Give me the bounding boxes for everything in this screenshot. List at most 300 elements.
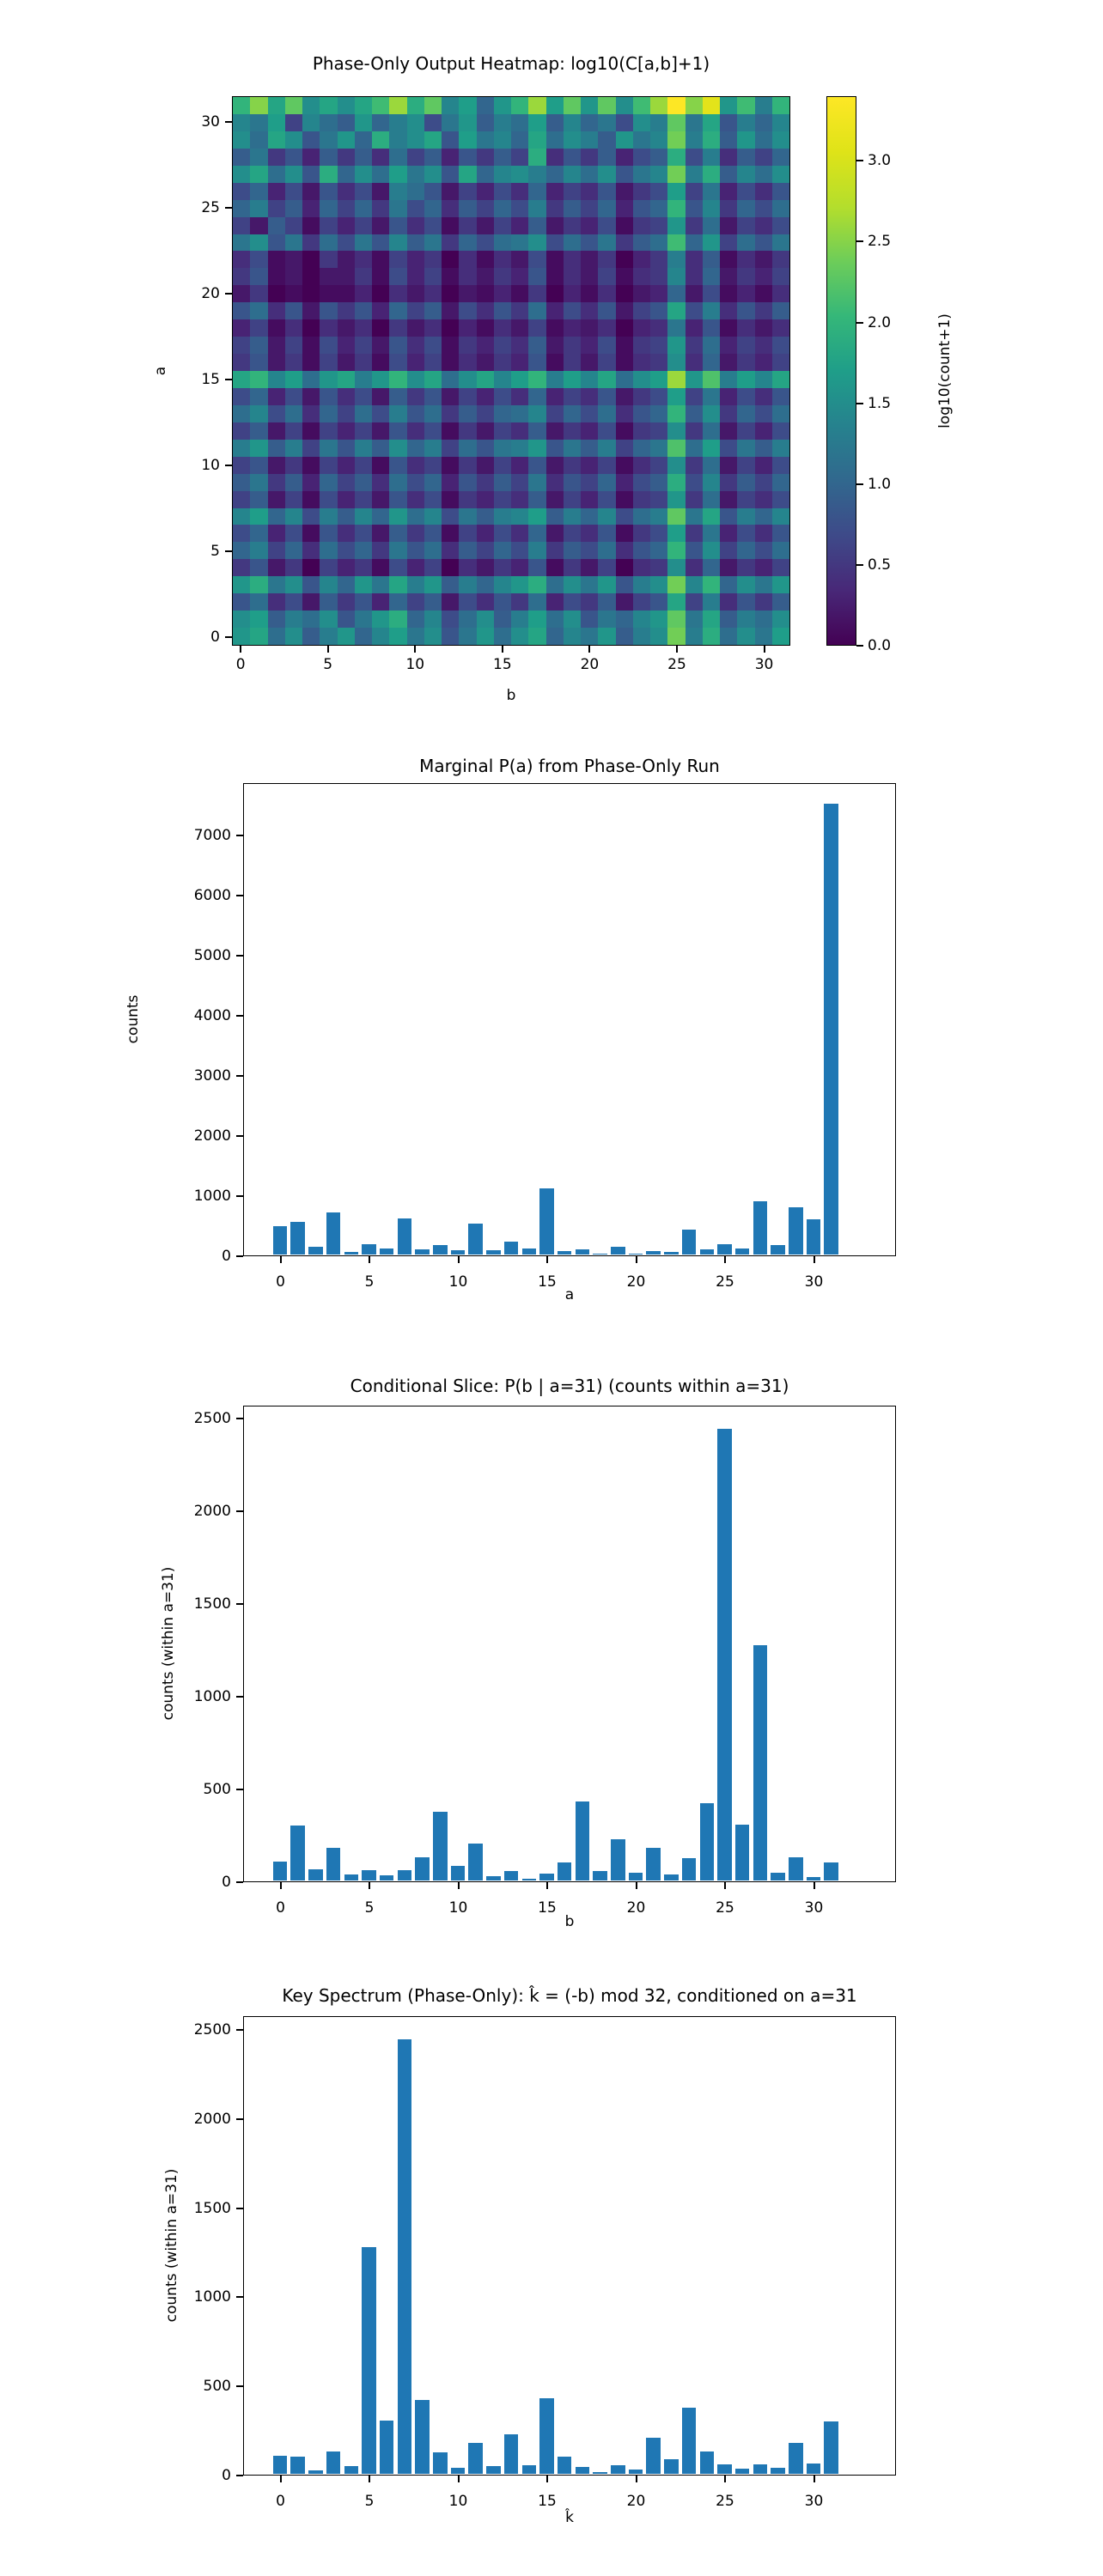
heatmap-cell: [424, 97, 442, 114]
bar: [789, 2443, 803, 2474]
heatmap-cell: [737, 611, 754, 628]
heatmap-cell: [338, 166, 355, 183]
heatmap-cell: [233, 611, 250, 628]
heatmap-cell: [372, 371, 389, 388]
heatmap-cell: [546, 131, 564, 149]
heatmap-cell: [581, 285, 598, 302]
heatmap-cell: [633, 508, 650, 526]
heatmap-cell: [581, 354, 598, 371]
heatmap-cell: [650, 422, 667, 440]
x-tick-label: 25: [716, 1899, 734, 1917]
heatmap-cell: [598, 268, 615, 285]
heatmap-cell: [233, 405, 250, 422]
heatmap-cell: [528, 319, 545, 337]
heatmap-cell: [459, 422, 476, 440]
heatmap-cell: [477, 251, 494, 268]
heatmap-cell: [407, 97, 424, 114]
heatmap-cell: [355, 217, 372, 234]
heatmap-cell: [564, 508, 581, 526]
x-tick-mark: [458, 2476, 460, 2482]
heatmap-cell: [494, 217, 511, 234]
heatmap-cell: [755, 234, 772, 252]
heatmap-cell: [320, 559, 337, 576]
heatmap-cell: [459, 217, 476, 234]
heatmap-cell: [633, 405, 650, 422]
heatmap-cell: [546, 234, 564, 252]
heatmap-cell: [528, 371, 545, 388]
bar: [539, 1874, 554, 1880]
heatmap-cell: [285, 166, 302, 183]
bar: [789, 1857, 803, 1880]
heatmap-cell: [564, 405, 581, 422]
heatmap-cell: [616, 337, 633, 354]
heatmap-cell: [320, 200, 337, 217]
heatmap-cell: [268, 114, 285, 131]
heatmap-cell: [581, 302, 598, 319]
heatmap-cell: [737, 388, 754, 405]
heatmap-cell: [477, 131, 494, 149]
heatmap-y-tick-label: 5: [210, 543, 220, 560]
heatmap-cell: [720, 611, 737, 628]
heatmap-cell: [477, 183, 494, 200]
heatmap-cell: [686, 628, 703, 645]
heatmap-cell: [477, 302, 494, 319]
heatmap-cell: [598, 371, 615, 388]
y-tick-mark: [236, 895, 243, 896]
heatmap-cell: [528, 251, 545, 268]
heatmap-cell: [598, 166, 615, 183]
y-tick-mark: [236, 1195, 243, 1197]
colorbar-tick-mark: [856, 645, 863, 647]
heatmap-cell: [667, 474, 685, 491]
heatmap-cell: [511, 542, 528, 559]
heatmap-cell: [686, 319, 703, 337]
heatmap-cell: [720, 166, 737, 183]
heatmap-cell: [494, 388, 511, 405]
heatmap-cell: [494, 234, 511, 252]
heatmap-cell: [564, 388, 581, 405]
heatmap-cell: [442, 251, 459, 268]
heatmap-cell: [720, 114, 737, 131]
heatmap-cell: [564, 611, 581, 628]
heatmap-cell: [372, 302, 389, 319]
bar: [558, 1251, 572, 1255]
heatmap-cell: [546, 251, 564, 268]
heatmap-cell: [633, 611, 650, 628]
bar: [380, 1875, 394, 1880]
heatmap-x-tick-label: 20: [580, 656, 600, 673]
heatmap-cell: [285, 149, 302, 166]
heatmap-cell: [703, 354, 720, 371]
heatmap-cell: [686, 337, 703, 354]
heatmap-cell: [459, 114, 476, 131]
heatmap-cell: [616, 457, 633, 474]
heatmap-cell: [233, 422, 250, 440]
bar: [308, 2470, 323, 2474]
heatmap-cell: [389, 576, 406, 593]
heatmap-cell: [424, 593, 442, 611]
heatmap-cell: [528, 628, 545, 645]
heatmap-cell: [703, 388, 720, 405]
heatmap-cell: [233, 97, 250, 114]
heatmap-cell: [250, 166, 267, 183]
heatmap-cell: [268, 285, 285, 302]
heatmap-plot-area: [232, 96, 790, 646]
heatmap-cell: [633, 542, 650, 559]
heatmap-cell: [546, 337, 564, 354]
heatmap-cell: [581, 491, 598, 508]
heatmap-cell: [667, 628, 685, 645]
heatmap-cell: [302, 593, 320, 611]
heatmap-cell: [268, 542, 285, 559]
heatmap-cell: [686, 371, 703, 388]
heatmap-cell: [338, 422, 355, 440]
heatmap-cell: [233, 200, 250, 217]
heatmap-cell: [477, 628, 494, 645]
heatmap-cell: [772, 593, 789, 611]
heatmap-cell: [667, 97, 685, 114]
bar: [700, 1249, 715, 1255]
heatmap-cell: [598, 251, 615, 268]
heatmap-cell: [250, 149, 267, 166]
heatmap-cell: [442, 183, 459, 200]
bar: [664, 1874, 679, 1880]
heatmap-cell: [511, 405, 528, 422]
heatmap-cell: [703, 440, 720, 457]
heatmap-cell: [424, 354, 442, 371]
heatmap-y-tick-mark: [225, 379, 232, 380]
y-tick-mark: [236, 1603, 243, 1605]
heatmap-cell: [268, 457, 285, 474]
heatmap-cell: [355, 149, 372, 166]
heatmap-cell: [424, 166, 442, 183]
heatmap-cell: [389, 149, 406, 166]
bar: [735, 2469, 750, 2474]
heatmap-cell: [407, 302, 424, 319]
heatmap-cell: [338, 302, 355, 319]
heatmap-cell: [477, 422, 494, 440]
heatmap-cell: [598, 422, 615, 440]
heatmap-cell: [477, 559, 494, 576]
heatmap-cell: [459, 97, 476, 114]
heatmap-cell: [633, 474, 650, 491]
bar: [486, 2466, 501, 2474]
heatmap-cell: [616, 302, 633, 319]
heatmap-cell: [703, 234, 720, 252]
y-tick-label: 1000: [193, 2288, 231, 2306]
heatmap-cell: [667, 200, 685, 217]
heatmap-cell: [686, 302, 703, 319]
heatmap-cell: [442, 405, 459, 422]
y-tick-mark: [236, 1510, 243, 1512]
heatmap-cell: [424, 628, 442, 645]
heatmap-cell: [633, 576, 650, 593]
heatmap-cell: [268, 440, 285, 457]
heatmap-cell: [477, 611, 494, 628]
heatmap-cell: [477, 234, 494, 252]
heatmap-cell: [268, 422, 285, 440]
heatmap-cell: [407, 234, 424, 252]
x-tick-label: 15: [538, 1899, 557, 1917]
heatmap-cell: [338, 183, 355, 200]
y-tick-label: 500: [203, 1780, 231, 1798]
heatmap-cell: [407, 457, 424, 474]
heatmap-cell: [389, 593, 406, 611]
heatmap-cell: [389, 166, 406, 183]
heatmap-cell: [772, 200, 789, 217]
heatmap-cell: [459, 131, 476, 149]
heatmap-cell: [546, 200, 564, 217]
heatmap-cell: [372, 285, 389, 302]
heatmap-cell: [355, 611, 372, 628]
heatmap-cell: [581, 576, 598, 593]
heatmap-cell: [686, 131, 703, 149]
heatmap-cell: [494, 251, 511, 268]
bar: [576, 1249, 590, 1255]
heatmap-cell: [564, 422, 581, 440]
heatmap-cell: [667, 559, 685, 576]
heatmap-cell: [442, 234, 459, 252]
x-tick-mark: [280, 1882, 282, 1889]
bar: [735, 1249, 750, 1255]
x-tick-mark: [636, 2476, 637, 2482]
heatmap-cell: [372, 405, 389, 422]
heatmap-cell: [772, 268, 789, 285]
heatmap-cell: [511, 114, 528, 131]
heatmap-cell: [528, 525, 545, 542]
heatmap-cell: [459, 491, 476, 508]
x-tick-label: 10: [448, 2493, 468, 2510]
heatmap-cell: [302, 234, 320, 252]
heatmap-x-tick-mark: [327, 646, 329, 653]
heatmap-cell: [564, 97, 581, 114]
heatmap-cell: [389, 97, 406, 114]
heatmap-cell: [389, 457, 406, 474]
heatmap-cell: [737, 183, 754, 200]
heatmap-cell: [686, 251, 703, 268]
heatmap-cell: [598, 388, 615, 405]
bar: [664, 2459, 679, 2474]
heatmap-cell: [338, 200, 355, 217]
heatmap-cell: [772, 131, 789, 149]
x-tick-mark: [280, 2476, 282, 2482]
bar: [522, 1879, 537, 1880]
heatmap-cell: [528, 576, 545, 593]
heatmap-cell: [459, 319, 476, 337]
heatmap-y-tick-mark: [225, 465, 232, 466]
heatmap-cell: [302, 302, 320, 319]
heatmap-cell: [285, 234, 302, 252]
heatmap-cell: [250, 576, 267, 593]
heatmap-cell: [667, 285, 685, 302]
bar: [646, 2438, 661, 2474]
heatmap-cell: [564, 440, 581, 457]
x-tick-mark: [636, 1256, 637, 1263]
heatmap-cell: [233, 183, 250, 200]
heatmap-cell: [407, 440, 424, 457]
heatmap-cell: [772, 251, 789, 268]
heatmap-cell: [511, 457, 528, 474]
heatmap-cell: [477, 440, 494, 457]
heatmap-cell: [233, 457, 250, 474]
heatmap-cell: [372, 388, 389, 405]
heatmap-cell: [494, 166, 511, 183]
heatmap-cell: [667, 354, 685, 371]
colorbar-tick-label: 3.0: [868, 152, 892, 170]
colorbar-label: log10(count+1): [936, 313, 954, 428]
heatmap-cell: [320, 149, 337, 166]
heatmap-cell: [407, 388, 424, 405]
y-tick-label: 0: [222, 1248, 231, 1265]
heatmap-cell: [564, 319, 581, 337]
heatmap-cell: [703, 319, 720, 337]
heatmap-cell: [528, 149, 545, 166]
heatmap-x-tick-mark: [676, 646, 678, 653]
bar: [682, 1858, 697, 1880]
heatmap-cell: [424, 440, 442, 457]
heatmap-cell: [686, 474, 703, 491]
heatmap-cell: [355, 337, 372, 354]
heatmap-cell: [389, 388, 406, 405]
bar: [771, 2468, 785, 2474]
heatmap-cell: [320, 131, 337, 149]
heatmap-cell: [285, 576, 302, 593]
heatmap-cell: [285, 97, 302, 114]
heatmap-cell: [320, 166, 337, 183]
y-tick-mark: [236, 2296, 243, 2298]
colorbar-tick-mark: [856, 483, 863, 485]
heatmap-cell: [616, 542, 633, 559]
bar: [700, 2451, 715, 2474]
heatmap-cell: [650, 285, 667, 302]
heatmap-cell: [285, 217, 302, 234]
heatmap-cell: [755, 285, 772, 302]
heatmap-cell: [650, 268, 667, 285]
heatmap-cell: [268, 131, 285, 149]
heatmap-cell: [650, 508, 667, 526]
y-tick-label: 5000: [193, 946, 231, 964]
heatmap-cell: [320, 337, 337, 354]
heatmap-cell: [737, 354, 754, 371]
heatmap-cell: [233, 166, 250, 183]
heatmap-cell: [407, 251, 424, 268]
heatmap-cell: [633, 388, 650, 405]
heatmap-cell: [755, 183, 772, 200]
heatmap-cell: [285, 628, 302, 645]
heatmap-cell: [546, 166, 564, 183]
heatmap-cell: [285, 268, 302, 285]
heatmap-cell: [581, 251, 598, 268]
heatmap-cell: [616, 285, 633, 302]
heatmap-x-tick-label: 25: [667, 656, 686, 673]
heatmap-cell: [407, 200, 424, 217]
heatmap-cell: [407, 508, 424, 526]
heatmap-cell: [772, 422, 789, 440]
heatmap-cell: [686, 234, 703, 252]
x-tick-mark: [369, 1882, 370, 1889]
heatmap-cell: [737, 559, 754, 576]
heatmap-cell: [528, 285, 545, 302]
heatmap-cell: [285, 251, 302, 268]
heatmap-cell: [407, 405, 424, 422]
heatmap-cell: [633, 234, 650, 252]
heatmap-cell: [598, 285, 615, 302]
heatmap-cell: [650, 525, 667, 542]
x-tick-mark: [369, 1256, 370, 1263]
heatmap-cell: [372, 97, 389, 114]
heatmap-cell: [389, 474, 406, 491]
heatmap-cell: [477, 200, 494, 217]
bar: [593, 1871, 607, 1880]
heatmap-cell: [616, 388, 633, 405]
heatmap-cell: [250, 131, 267, 149]
y-tick-label: 1000: [193, 1187, 231, 1205]
heatmap-cell: [320, 388, 337, 405]
heatmap-cell: [772, 371, 789, 388]
heatmap-cell: [633, 337, 650, 354]
heatmap-cell: [372, 559, 389, 576]
x-tick-mark: [814, 1882, 815, 1889]
heatmap-cell: [650, 251, 667, 268]
heatmap-cell: [633, 319, 650, 337]
heatmap-cell: [633, 593, 650, 611]
heatmap-cell: [442, 268, 459, 285]
heatmap-cell: [598, 405, 615, 422]
heatmap-cell: [302, 440, 320, 457]
heatmap-cell: [755, 628, 772, 645]
heatmap-cell: [667, 422, 685, 440]
heatmap-cell: [250, 337, 267, 354]
heatmap-cell: [268, 149, 285, 166]
heatmap-cell: [494, 542, 511, 559]
heatmap-x-tick-mark: [764, 646, 765, 653]
heatmap-cell: [320, 354, 337, 371]
key-spectrum-title: Key Spectrum (Phase-Only): k̂ = (-b) mod 32, conditioned on a=31: [282, 1985, 857, 2006]
heatmap-cell: [703, 268, 720, 285]
x-tick-label: 25: [716, 2493, 734, 2510]
heatmap-cell: [667, 405, 685, 422]
heatmap-cell: [755, 559, 772, 576]
heatmap-cell: [755, 525, 772, 542]
heatmap-cell: [389, 440, 406, 457]
x-tick-label: 10: [448, 1899, 468, 1917]
heatmap-cell: [737, 525, 754, 542]
heatmap-cell: [667, 337, 685, 354]
heatmap-cell: [302, 559, 320, 576]
heatmap-cell: [355, 285, 372, 302]
heatmap-y-tick-mark: [225, 550, 232, 552]
heatmap-cell: [494, 474, 511, 491]
heatmap-cell: [459, 559, 476, 576]
heatmap-cell: [285, 319, 302, 337]
heatmap-cell: [494, 285, 511, 302]
heatmap-cell: [442, 149, 459, 166]
y-tick-mark: [236, 1881, 243, 1883]
bar: [273, 2456, 288, 2474]
heatmap-cell: [302, 131, 320, 149]
heatmap-cell: [528, 593, 545, 611]
bar: [593, 2472, 607, 2474]
heatmap-cell: [338, 474, 355, 491]
heatmap-cell: [407, 576, 424, 593]
heatmap-cell: [250, 491, 267, 508]
heatmap-cell: [755, 149, 772, 166]
heatmap-cell: [703, 628, 720, 645]
heatmap-cell: [720, 440, 737, 457]
heatmap-cell: [511, 200, 528, 217]
heatmap-cell: [737, 542, 754, 559]
heatmap-cell: [598, 474, 615, 491]
